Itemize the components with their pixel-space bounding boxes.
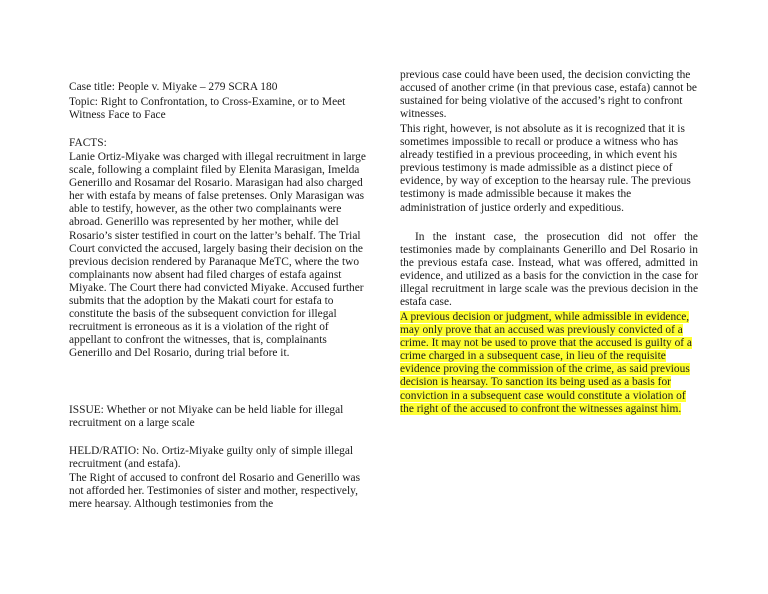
case-topic: Topic: Right to Confrontation, to Cross-Examine, or to Meet Witness Face to Face xyxy=(69,96,346,122)
highlighted-paragraph xyxy=(400,311,698,416)
highlighted-text: A previous decision or judgment, while admissible in evidence, may only prove that an accused was previously convicted of a crime. It may not be used to prove that the accused is guilty of a crime charged in a subsequent case, in lieu of the requisite evidence proving the commission of the crime, as said previous decision is hearsay. To sanction its being used as a basis for conviction in a subsequent case would constitute a violation of the right of the accused to confront the witnesses against him. xyxy=(400,311,692,415)
ratio-continuation: previous case could have been used, the decision convicting the accused of another crime (in that previous case, estafa) cannot be sustained for being violative of the accused’s right to confront witnesses. xyxy=(400,69,697,121)
facts-paragraph: Lanie Ortiz-Miyake was charged with illegal recruitment in large scale, following a complaint filed by Elenita Marasigan, Imelda Generillo and Rosamar del Rosario. Marasigan had also charged her with estafa by means of false pretenses. Only Marasigan was able to testify, however, as the other two complainants were abroad. Generillo was represented by her mother, while del Rosario’s sister testified in court on the latter’s behalf. The Trial Court convicted the accused, largely basing their decision on the previous decision rendered by Paranaque MeTC, where the two complainants now absent had filed charges of estafa against Miyake. The Court there had convicted Miyake. Accused further submits that the adoption by the Makati court for estafa to constitute the basis of the subsequent conviction for illegal recruitment is erroneous as it is a violation of the right of appellant to confront the witnesses, that is, complainants Generillo and Del Rosario, during trial before it. xyxy=(69,151,366,360)
case-title: Case title: People v. Miyake – 279 SCRA 180 xyxy=(69,81,278,93)
facts-heading: FACTS: xyxy=(69,137,107,149)
instant-case-paragraph: In the instant case, the prosecution did not offer the testimonies made by complainants Generillo and Del Rosario in the previous estafa case. Instead, what was offered, admitted in evidence, and utilized as a basis for the conviction in the case for illegal recruitment in large scale was the previous decision in the estafa case. xyxy=(400,231,698,309)
held-ratio-paragraph: HELD/RATIO: No. Ortiz-Miyake guilty only of simple illegal recruitment (and estafa). xyxy=(69,445,354,471)
hearsay-exception-paragraph: This right, however, is not absolute as it is recognized that it is sometimes impossible to recall or produce a witness who has already testified in a previous proceeding, in which event his previous testimony is made admissible as a distinct piece of evidence, by way of exception to the hearsay rule. The previous testimony is made admissible because it makes the administration of justice orderly and expeditious. xyxy=(400,123,691,214)
held-ratio-continuation: The Right of accused to confront del Rosario and Generillo was not afforded her. Testimonies of sister and mother, respectively, mere hearsay. Although testimonies from the xyxy=(69,472,361,511)
issue-paragraph: ISSUE: Whether or not Miyake can be held liable for illegal recruitment on a large scale xyxy=(69,404,344,430)
